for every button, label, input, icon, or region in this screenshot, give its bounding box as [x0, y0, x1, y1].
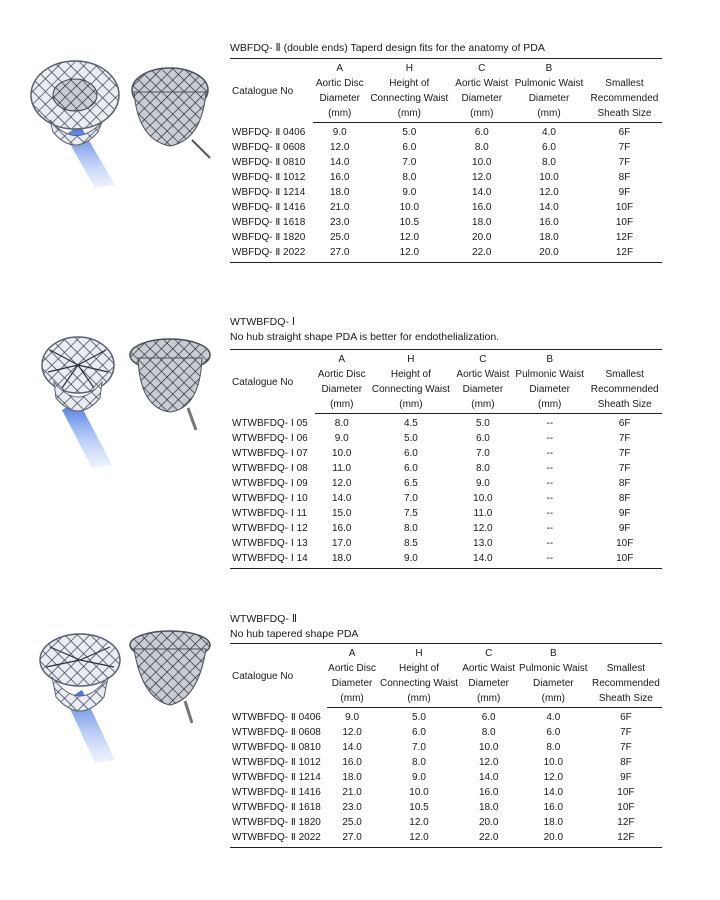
aortic-disc-cell: 23.0	[330, 217, 350, 228]
spec-table	[230, 349, 662, 569]
aortic-disc-cell: 15.0	[332, 508, 352, 519]
header-h-line: Height of	[389, 78, 430, 89]
pulmonic-waist-cell: --	[512, 551, 587, 569]
sheath-size-cell: 7F	[618, 157, 631, 168]
header-s-line: Smallest	[606, 663, 646, 674]
header-c-line: Diameter	[462, 384, 504, 395]
pulmonic-waist-cell: 6.0	[542, 142, 556, 153]
sheath-size-cell: 7F	[618, 448, 631, 459]
header-a-line: Diameter	[331, 678, 373, 689]
subtitle-text: No hub straight shape PDA is better for endothelialization.	[230, 331, 500, 343]
header-a: A	[327, 644, 378, 662]
catalogue-no-cell: WBFDQ- Ⅱ 0810	[232, 157, 306, 168]
header-b: B	[512, 350, 587, 368]
spec-table	[230, 643, 662, 848]
pulmonic-waist-cell: 10.0	[543, 757, 564, 768]
aortic-waist-cell: 10.0	[473, 493, 493, 504]
pulmonic-waist-cell: --	[546, 433, 554, 444]
header-b-line: Diameter	[528, 93, 570, 104]
header-c: C	[452, 59, 511, 77]
header-h-line: Height of	[390, 369, 431, 380]
catalogue-no-cell: WTWBFDQ- Ⅰ 07	[232, 448, 308, 459]
header-h-line: Connecting Waist	[371, 384, 450, 395]
aortic-waist-cell: 14.0	[472, 187, 492, 198]
header-h: H	[366, 59, 452, 77]
header-b-line: (mm)	[511, 106, 587, 123]
sheath-size-cell: 12F	[590, 830, 662, 848]
catalogue-no-cell: WTWBFDQ- Ⅰ 10	[232, 493, 308, 504]
aortic-waist-cell: 6.0	[475, 433, 490, 444]
catalogue-no-cell: WTWBFDQ- Ⅱ 1416	[232, 787, 321, 798]
pulmonic-waist-cell: 20.0	[517, 830, 590, 848]
connecting-waist-cell: 9.0	[368, 551, 454, 569]
aortic-disc-cell: 27.0	[327, 830, 378, 848]
sheath-size-cell: 10F	[615, 217, 634, 228]
pulmonic-waist-cell: 8.0	[542, 157, 556, 168]
header-s-line: Recommended	[590, 384, 659, 395]
header-s-line: Recommended	[590, 93, 659, 104]
aortic-disc-cell: 9.0	[332, 127, 347, 138]
section-wtwbfdq-ii	[0, 600, 720, 890]
catalogue-no-cell: WTWBFDQ- Ⅱ 1214	[232, 772, 321, 783]
sheath-size-cell: 7F	[620, 742, 632, 753]
header-c: C	[454, 350, 512, 368]
catalogue-no-cell: WTWBFDQ- Ⅰ 12	[232, 523, 308, 534]
table-row	[230, 170, 662, 185]
catalogue-no-cell: WTWBFDQ- Ⅰ 08	[232, 463, 308, 474]
sheath-size-cell: 12F	[587, 245, 662, 263]
header-s-line: Smallest	[605, 369, 644, 380]
pulmonic-waist-cell: 18.0	[539, 232, 559, 243]
header-s-line: Sheath Size	[590, 691, 662, 708]
catalogue-no-cell: WBFDQ- Ⅱ 0406	[232, 126, 306, 138]
header-c-line: Aortic Waist	[456, 369, 510, 380]
catalogue-no-cell: WBFDQ- Ⅱ 1820	[232, 232, 306, 243]
aortic-waist-cell: 7.0	[475, 448, 490, 459]
table-row	[230, 740, 662, 755]
aortic-waist-cell: 9.0	[475, 478, 490, 489]
aortic-waist-cell: 8.0	[481, 727, 496, 738]
connecting-waist-cell: 10.0	[409, 787, 429, 798]
aortic-disc-cell: 18.0	[315, 551, 368, 569]
header-h-line: (mm)	[366, 106, 452, 123]
aortic-waist-cell: 12.0	[472, 172, 492, 183]
header-b-line: (mm)	[512, 397, 587, 414]
connecting-waist-cell: 7.0	[403, 493, 418, 504]
aortic-waist-cell: 16.0	[478, 787, 499, 798]
header-s	[587, 350, 662, 368]
header-catalogue: Catalogue No	[230, 59, 313, 123]
aortic-waist-cell: 14.0	[478, 772, 499, 783]
sheath-size-cell: 10F	[617, 802, 635, 813]
header-a-line: (mm)	[315, 397, 368, 414]
aortic-disc-cell: 25.0	[342, 817, 362, 828]
pulmonic-waist-cell: --	[546, 523, 554, 534]
table-row	[230, 830, 662, 848]
pulmonic-waist-cell: --	[546, 448, 554, 459]
section-title	[230, 41, 545, 56]
connecting-waist-cell: 8.5	[403, 538, 418, 549]
aortic-waist-cell: 14.0	[454, 551, 512, 569]
connecting-waist-cell: 6.0	[403, 463, 418, 474]
aortic-disc-cell: 25.0	[330, 232, 350, 243]
section-title	[230, 612, 358, 642]
table-row	[230, 506, 662, 521]
aortic-waist-cell: 10.0	[472, 157, 492, 168]
catalogue-no-cell: WTWBFDQ- Ⅱ 1618	[232, 802, 321, 813]
sheath-size-cell: 7F	[618, 463, 631, 474]
connecting-waist-cell: 12.0	[409, 817, 429, 828]
connecting-waist-cell: 4.5	[403, 418, 418, 429]
header-s-line: Sheath Size	[587, 106, 662, 123]
header-a: A	[315, 350, 368, 368]
aortic-disc-cell: 14.0	[332, 493, 352, 504]
aortic-disc-cell: 12.0	[342, 727, 362, 738]
pulmonic-waist-cell: 16.0	[539, 217, 559, 228]
pulmonic-waist-cell: 18.0	[543, 817, 564, 828]
connecting-waist-cell: 7.0	[412, 742, 426, 753]
header-a-line: Aortic Disc	[315, 78, 364, 89]
sheath-size-cell: 8F	[620, 757, 632, 768]
sheath-size-cell: 6F	[618, 418, 631, 429]
header-catalogue: Catalogue No	[230, 644, 327, 708]
sheath-size-cell: 10F	[587, 551, 662, 569]
sheath-size-cell: 9F	[620, 772, 632, 783]
table-row	[230, 551, 662, 569]
header-b: B	[511, 59, 587, 77]
subtitle-text: No hub tapered shape PDA	[230, 628, 359, 640]
table-row	[230, 185, 662, 200]
table-row	[230, 770, 662, 785]
aortic-disc-cell: 14.0	[342, 742, 362, 753]
aortic-disc-cell: 18.0	[330, 187, 350, 198]
sheath-size-cell: 6F	[620, 712, 632, 723]
sheath-size-cell: 7F	[618, 433, 631, 444]
table-row	[230, 725, 662, 740]
aortic-waist-cell: 13.0	[473, 538, 493, 549]
connecting-waist-cell: 8.0	[402, 172, 417, 183]
connecting-waist-cell: 6.0	[403, 448, 418, 459]
header-s-line: Sheath Size	[587, 397, 662, 414]
header-h-line: Height of	[398, 663, 440, 674]
header-a-line: (mm)	[327, 691, 378, 708]
aortic-waist-cell: 18.0	[478, 802, 499, 813]
connecting-waist-cell: 9.0	[402, 187, 417, 198]
connecting-waist-cell: 8.0	[403, 523, 418, 534]
aortic-disc-cell: 9.0	[345, 712, 360, 723]
catalogue-no-cell: WBFDQ- Ⅱ 1214	[232, 187, 306, 198]
header-s	[587, 59, 662, 77]
catalogue-no-cell: WBFDQ- Ⅱ 1012	[232, 172, 306, 183]
catalogue-no-cell: WTWBFDQ- Ⅱ 0608	[232, 727, 321, 738]
title-text: WBFDQ- Ⅱ (double ends) Taperd design fits for the anatomy of PDA	[230, 42, 545, 54]
table-row	[230, 815, 662, 830]
table-row	[230, 800, 662, 815]
aortic-waist-cell: 16.0	[472, 202, 492, 213]
catalogue-no-cell: WBFDQ- Ⅱ 0608	[232, 142, 306, 153]
header-h: H	[378, 644, 461, 662]
connecting-waist-cell: 9.0	[412, 772, 426, 783]
header-b-line: Pulmonic Waist	[514, 78, 584, 89]
sheath-size-cell: 8F	[618, 478, 631, 489]
table-row	[230, 123, 662, 141]
table-row	[230, 414, 662, 432]
header-c-line: Aortic Waist	[462, 663, 516, 674]
table-row	[230, 215, 662, 230]
header-c-line: Aortic Waist	[455, 78, 509, 89]
aortic-waist-cell: 12.0	[478, 757, 499, 768]
header-a: A	[313, 59, 366, 77]
connecting-waist-cell: 6.0	[412, 727, 426, 738]
sheath-size-cell: 12F	[617, 817, 635, 828]
pulmonic-waist-cell: --	[546, 538, 554, 549]
table-row	[230, 461, 662, 476]
catalogue-no-cell: WTWBFDQ- Ⅱ 0406	[232, 711, 321, 723]
pulmonic-waist-cell: --	[546, 493, 554, 504]
sheath-size-cell: 9F	[618, 508, 631, 519]
aortic-waist-cell: 8.0	[475, 463, 490, 474]
header-c-line: Diameter	[468, 678, 509, 689]
catalogue-no-cell: WTWBFDQ- Ⅰ 05	[232, 417, 308, 429]
aortic-disc-cell: 9.0	[334, 433, 349, 444]
pulmonic-waist-cell: 12.0	[539, 187, 559, 198]
pulmonic-waist-cell: 14.0	[543, 787, 564, 798]
connecting-waist-cell: 7.5	[403, 508, 418, 519]
aortic-disc-cell: 18.0	[342, 772, 362, 783]
connecting-waist-cell: 5.0	[403, 433, 418, 444]
aortic-disc-cell: 21.0	[330, 202, 350, 213]
pulmonic-waist-cell: 4.0	[546, 712, 561, 723]
table-row	[230, 536, 662, 551]
aortic-disc-cell: 16.0	[330, 172, 350, 183]
pulmonic-waist-cell: 8.0	[546, 742, 561, 753]
header-a-line: Diameter	[321, 384, 363, 395]
header-h-line: Connecting Waist	[370, 93, 449, 104]
catalogue-no-cell: WBFDQ- Ⅱ 1618	[232, 217, 306, 228]
pulmonic-waist-cell: 14.0	[539, 202, 559, 213]
aortic-disc-cell: 12.0	[330, 142, 350, 153]
sheath-size-cell: 7F	[620, 727, 632, 738]
header-a-line: (mm)	[313, 106, 366, 123]
title-text: WTWBFDQ- Ⅱ	[230, 613, 297, 625]
pulmonic-waist-cell: 10.0	[539, 172, 559, 183]
header-b-line: Pulmonic Waist	[515, 369, 584, 380]
header-b-line: Pulmonic Waist	[519, 663, 588, 674]
aortic-waist-cell: 11.0	[473, 508, 493, 519]
header-s	[590, 644, 662, 662]
header-c: C	[461, 644, 517, 662]
table-row	[230, 200, 662, 215]
section-wtwbfdq-i	[0, 300, 720, 580]
table-row	[230, 140, 662, 155]
header-b: B	[517, 644, 590, 662]
table-row	[230, 155, 662, 170]
header-h: H	[368, 350, 454, 368]
header-c-line: (mm)	[461, 691, 517, 708]
table-row	[230, 708, 662, 726]
aortic-disc-cell: 16.0	[342, 757, 362, 768]
header-a-line: Diameter	[319, 93, 361, 104]
sheath-size-cell: 12F	[615, 232, 634, 243]
header-c-line: (mm)	[452, 106, 511, 123]
header-h-line: Connecting Waist	[380, 678, 458, 689]
catalogue-no-cell: WTWBFDQ- Ⅰ 13	[232, 538, 308, 549]
table-row	[230, 446, 662, 461]
spec-table	[230, 58, 662, 263]
aortic-waist-cell: 8.0	[474, 142, 489, 153]
header-c-line: Diameter	[461, 93, 503, 104]
header-a-line: Aortic Disc	[328, 663, 376, 674]
aortic-waist-cell: 6.0	[481, 712, 496, 723]
aortic-waist-cell: 20.0	[478, 817, 499, 828]
connecting-waist-cell: 5.0	[412, 712, 426, 723]
pulmonic-waist-cell: 4.0	[542, 127, 556, 138]
table-row	[230, 521, 662, 536]
header-catalogue: Catalogue No	[230, 350, 315, 414]
table-row	[230, 230, 662, 245]
pulmonic-waist-cell: --	[546, 463, 554, 474]
connecting-waist-cell: 12.0	[378, 830, 461, 848]
table-row	[230, 476, 662, 491]
connecting-waist-cell: 6.5	[403, 478, 418, 489]
connecting-waist-cell: 6.0	[402, 142, 417, 153]
aortic-waist-cell: 18.0	[472, 217, 492, 228]
table-row	[230, 431, 662, 446]
header-b-line: Diameter	[533, 678, 574, 689]
aortic-disc-cell: 11.0	[332, 463, 352, 474]
connecting-waist-cell: 12.0	[399, 232, 420, 243]
catalogue-no-cell: WTWBFDQ- Ⅱ 2022	[230, 830, 327, 848]
sheath-size-cell: 10F	[616, 538, 634, 549]
sheath-size-cell: 6F	[618, 127, 631, 138]
catalogue-no-cell: WTWBFDQ- Ⅱ 1820	[232, 817, 321, 828]
connecting-waist-cell: 5.0	[402, 127, 417, 138]
connecting-waist-cell: 10.5	[399, 217, 420, 228]
connecting-waist-cell: 10.5	[409, 802, 429, 813]
sheath-size-cell: 8F	[618, 172, 631, 183]
header-c-line: (mm)	[454, 397, 512, 414]
aortic-disc-cell: 17.0	[332, 538, 352, 549]
connecting-waist-cell: 7.0	[402, 157, 417, 168]
header-h-line: (mm)	[368, 397, 454, 414]
catalogue-no-cell: WTWBFDQ- Ⅰ 06	[232, 433, 308, 444]
occluder-illustration-2	[20, 320, 220, 470]
pulmonic-waist-cell: --	[546, 418, 554, 429]
aortic-waist-cell: 12.0	[473, 523, 493, 534]
header-b-line: (mm)	[517, 691, 590, 708]
sheath-size-cell: 10F	[615, 202, 634, 213]
catalogue-no-cell: WBFDQ- Ⅱ 2022	[230, 245, 313, 263]
table-row	[230, 755, 662, 770]
pulmonic-waist-cell: 6.0	[546, 727, 561, 738]
aortic-disc-cell: 23.0	[342, 802, 362, 813]
sheath-size-cell: 9F	[618, 523, 631, 534]
table-row	[230, 785, 662, 800]
connecting-waist-cell: 8.0	[412, 757, 426, 768]
sheath-size-cell: 9F	[618, 187, 631, 198]
sheath-size-cell: 7F	[618, 142, 631, 153]
table-row	[230, 245, 662, 263]
connecting-waist-cell: 10.0	[399, 202, 420, 213]
aortic-waist-cell: 22.0	[452, 245, 511, 263]
aortic-disc-cell: 12.0	[332, 478, 352, 489]
aortic-waist-cell: 5.0	[475, 418, 490, 429]
catalogue-no-cell: WTWBFDQ- Ⅰ 11	[232, 508, 307, 519]
catalogue-no-cell: WTWBFDQ- Ⅱ 1012	[232, 757, 321, 768]
header-s-line: Smallest	[605, 78, 644, 89]
table-row	[230, 491, 662, 506]
catalogue-no-cell: WTWBFDQ- Ⅰ 09	[232, 478, 308, 489]
title-text: WTWBFDQ- Ⅰ	[230, 316, 295, 328]
sheath-size-cell: 8F	[618, 493, 631, 504]
header-s-line: Recommended	[591, 678, 660, 689]
aortic-waist-cell: 22.0	[461, 830, 517, 848]
pulmonic-waist-cell: 16.0	[543, 802, 564, 813]
connecting-waist-cell: 12.0	[366, 245, 452, 263]
aortic-waist-cell: 10.0	[478, 742, 499, 753]
header-a-line: Aortic Disc	[317, 369, 366, 380]
aortic-disc-cell: 27.0	[313, 245, 366, 263]
header-h-line: (mm)	[378, 691, 461, 708]
pulmonic-waist-cell: 20.0	[511, 245, 587, 263]
aortic-disc-cell: 14.0	[330, 157, 350, 168]
aortic-disc-cell: 21.0	[342, 787, 362, 798]
aortic-waist-cell: 6.0	[474, 127, 489, 138]
pulmonic-waist-cell: 12.0	[543, 772, 564, 783]
catalogue-no-cell: WTWBFDQ- Ⅰ 14	[230, 551, 315, 569]
occluder-illustration-3	[20, 615, 220, 765]
section-wbfdq-ii	[0, 0, 720, 270]
sheath-size-cell: 10F	[617, 787, 635, 798]
aortic-disc-cell: 16.0	[332, 523, 352, 534]
catalogue-no-cell: WTWBFDQ- Ⅱ 0810	[232, 742, 321, 753]
pulmonic-waist-cell: --	[546, 478, 554, 489]
aortic-disc-cell: 8.0	[334, 418, 349, 429]
section-title	[230, 315, 499, 345]
aortic-waist-cell: 20.0	[472, 232, 492, 243]
catalogue-no-cell: WBFDQ- Ⅱ 1416	[232, 202, 306, 213]
aortic-disc-cell: 10.0	[332, 448, 352, 459]
header-b-line: Diameter	[529, 384, 570, 395]
occluder-illustration-1	[20, 40, 220, 190]
pulmonic-waist-cell: --	[546, 508, 554, 519]
